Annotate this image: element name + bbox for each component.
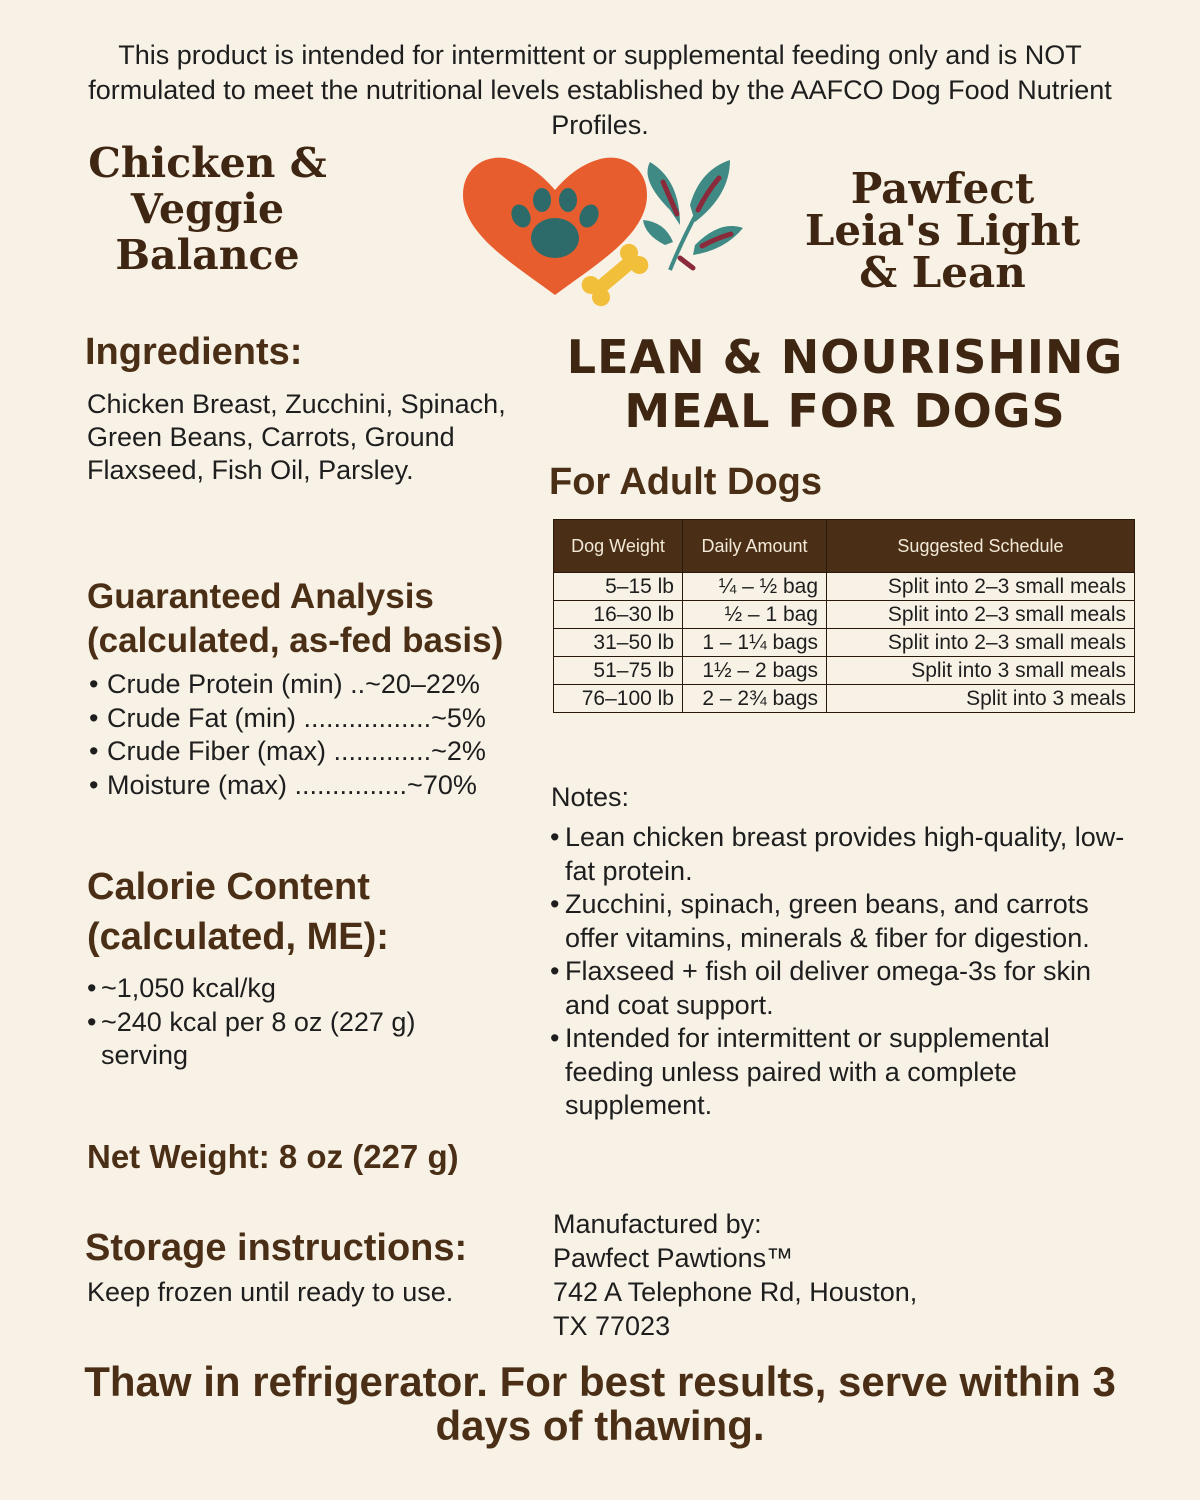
table-cell: 2 – 2¾ bags (683, 685, 827, 713)
guaranteed-analysis-heading (87, 575, 547, 663)
list-item: • Crude Fat (min) .................~5% (89, 702, 486, 736)
feeding-table (553, 519, 1135, 713)
notes-list (550, 821, 1140, 1123)
net-weight: Net Weight: 8 oz (227 g) (87, 1138, 459, 1175)
brand-name (770, 164, 1115, 297)
table-cell: Split into 2–3 small meals (827, 573, 1135, 601)
calorie-heading-line-2: (calculated, ME): (87, 916, 389, 958)
table-row (554, 685, 1135, 713)
list-item: • Zucchini, spinach, green beans, and carrots offer vitamins, minerals & fiber for digestion. (550, 888, 1140, 955)
ingredients-heading: Ingredients: (85, 331, 303, 373)
brand-line-3: & Lean (859, 248, 1026, 297)
table-cell: Split into 2–3 small meals (827, 601, 1135, 629)
table-cell: Split into 2–3 small meals (827, 629, 1135, 657)
headline-line-1: LEAN & NOURISHING (566, 330, 1124, 384)
column-header: Suggested Schedule (827, 520, 1135, 573)
table-cell: Split into 3 meals (827, 685, 1135, 713)
storage-heading: Storage instructions: (85, 1227, 468, 1269)
leaves-icon (643, 160, 743, 270)
manufacturer-block (553, 1207, 917, 1343)
disclaimer: This product is intended for intermittent or supplemental feeding only and is NOT formulated to meet the nutritional levels established by the AAFCO Dog Food Nutrient Profiles. (88, 40, 1112, 140)
list-item: • Crude Protein (min) ..~20–22% (89, 668, 486, 702)
list-item: • Intended for intermittent or supplemental feeding unless paired with a complete supplement. (550, 1022, 1140, 1123)
brand-line-1: Pawfect (850, 164, 1035, 213)
table-row (554, 573, 1135, 601)
table-cell: 1 – 1¼ bags (683, 629, 827, 657)
guaranteed-analysis-list (89, 668, 486, 802)
manufacturer-label: Manufactured by: (553, 1209, 762, 1239)
table-header-row (554, 520, 1135, 573)
list-item: • ~1,050 kcal/kg (87, 972, 487, 1006)
calorie-heading (87, 862, 507, 962)
product-name: Chicken & Veggie Balance (88, 139, 327, 279)
headline-line-2: MEAL FOR DOGS (624, 384, 1066, 438)
brand-line-2: Leia's Light (804, 206, 1081, 255)
manufacturer-address-1: 742 A Telephone Rd, Houston, (553, 1277, 918, 1307)
table-cell: 31–50 lb (554, 629, 683, 657)
column-header: Dog Weight (554, 520, 683, 573)
ga-heading-line-2: (calculated, as-fed basis) (87, 621, 504, 660)
list-item: • Lean chicken breast provides high-quality, low-fat protein. (550, 821, 1140, 888)
table-cell: ¼ – ½ bag (683, 573, 827, 601)
table-cell: Split into 3 small meals (827, 657, 1135, 685)
for-adult-dogs-heading: For Adult Dogs (549, 461, 822, 503)
list-item: • Moisture (max) ...............~70% (89, 769, 486, 803)
storage-text: Keep frozen until ready to use. (87, 1277, 454, 1307)
table-row (554, 601, 1135, 629)
list-item: • Flaxseed + fish oil deliver omega-3s for skin and coat support. (550, 955, 1140, 1022)
thaw-instructions: Thaw in refrigerator. For best results, serve within 3 days of thawing. (84, 1358, 1116, 1449)
list-item: • ~240 kcal per 8 oz (227 g) serving (87, 1006, 487, 1073)
calorie-heading-line-1: Calorie Content (87, 866, 370, 908)
table-cell: 1½ – 2 bags (683, 657, 827, 685)
table-row (554, 657, 1135, 685)
table-cell: 76–100 lb (554, 685, 683, 713)
table-cell: 5–15 lb (554, 573, 683, 601)
calorie-list (87, 972, 487, 1073)
table-cell: ½ – 1 bag (683, 601, 827, 629)
headline (555, 330, 1135, 438)
notes-heading: Notes: (551, 782, 630, 812)
manufacturer-address-2: TX 77023 (553, 1311, 671, 1341)
table-cell: 51–75 lb (554, 657, 683, 685)
ingredients-text: Chicken Breast, Zucchini, Spinach, Green Beans, Carrots, Ground Flaxseed, Fish Oil, Parsley. (87, 389, 506, 485)
ga-heading-line-1: Guaranteed Analysis (87, 577, 434, 616)
table-row (554, 629, 1135, 657)
list-item: • Crude Fiber (max) .............~2% (89, 735, 486, 769)
table-cell: 16–30 lb (554, 601, 683, 629)
logo (455, 150, 745, 315)
column-header: Daily Amount (683, 520, 827, 573)
manufacturer-name: Pawfect Pawtions™ (553, 1243, 794, 1273)
